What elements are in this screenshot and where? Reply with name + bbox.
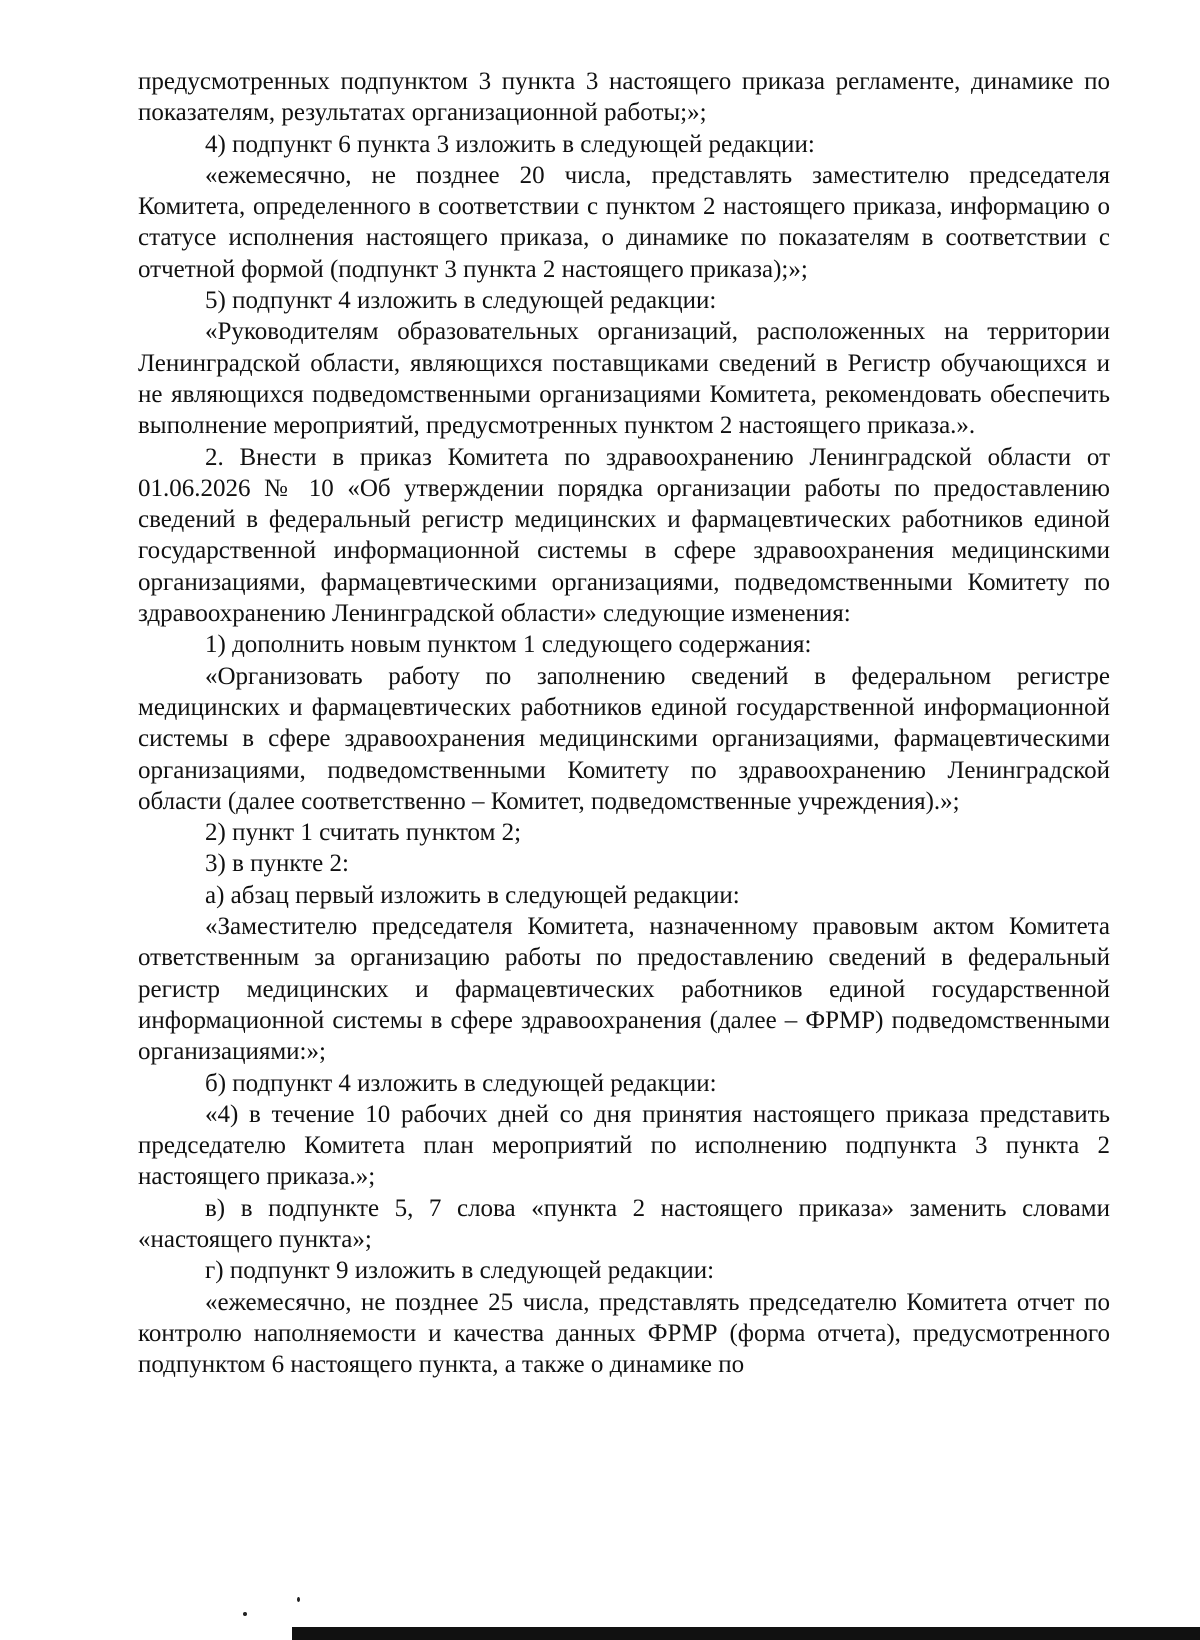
paragraph: 2. Внести в приказ Комитета по здравоохранению Ленинградской области от 01.06.2026 № 10 «Об утверждении порядка организации работы по предоставлению сведений в федеральный регистр медицинских и фармацевтических работников единой государственной информационной системы в сфере здравоохранения медицинскими организациями, фармацевтическими организациями, подведомственными Комитету по здравоохранению Ленинградской области» следующие изменения:	[138, 443, 1110, 628]
paragraph: а) абзац первый изложить в следующей редакции:	[205, 881, 740, 909]
paragraph: г) подпункт 9 изложить в следующей редакции:	[205, 1257, 715, 1285]
paragraph: 1) дополнить новым пунктом 1 следующего содержания:	[205, 631, 812, 659]
paragraph: «4) в течение 10 рабочих дней со дня принятия настоящего приказа представить председателю Комитета план мероприятий по исполнению подпункта 3 пункта 2 настоящего приказа.»;	[138, 1100, 1110, 1191]
paragraph: «Организовать работу по заполнению сведений в федеральном регистре медицинских и фармацевтических работников единой государственной информационной системы в сфере здравоохранения медицинскими организациями, фармацевтическими организациями, подведомственными Комитету по здравоохранению Ленинградской области (далее соответственно – Комитет, подведомственные учреждения).»;	[138, 662, 1110, 815]
paragraph: «Заместителю председателя Комитета, назначенному правовым актом Комитета ответственным за организацию работы по предоставлению сведений в федеральный регистр медицинских и фармацевтических работников единой государственной информационной системы в сфере здравоохранения (далее – ФРМР) подведомственными организациями:»;	[138, 913, 1110, 1066]
paragraph: 5) подпункт 4 изложить в следующей редакции:	[205, 287, 717, 315]
scan-speck	[243, 1612, 247, 1616]
paragraph: 3) в пункте 2:	[205, 850, 349, 878]
document-body	[138, 66, 1110, 1380]
paragraph: 2) пункт 1 считать пунктом 2;	[205, 819, 522, 847]
paragraph: «ежемесячно, не позднее 20 числа, представлять заместителю председателя Комитета, определенного в соответствии с пунктом 2 настоящего приказа, информацию о статусе исполнения настоящего приказа, о динамике по показателям в соответствии с отчетной формой (подпункт 3 пункта 2 настоящего приказа);»;	[138, 161, 1110, 283]
scan-speck	[297, 1597, 300, 1602]
scan-edge-bar	[292, 1627, 1200, 1640]
paragraph: в) в подпункте 5, 7 слова «пункта 2 настоящего приказа» заменить словами «настоящего пункта»;	[138, 1194, 1110, 1253]
paragraph: «Руководителям образовательных организаций, расположенных на территории Ленинградской области, являющихся поставщиками сведений в Регистр обучающихся и не являющихся подведомственными организациями Комитета, рекомендовать обеспечить выполнение мероприятий, предусмотренных пунктом 2 настоящего приказа.».	[138, 318, 1110, 440]
paragraph: «ежемесячно, не позднее 25 числа, представлять председателю Комитета отчет по контролю наполняемости и качества данных ФРМР (форма отчета), предусмотренного подпунктом 6 настоящего пункта, а также о динамике по	[138, 1288, 1110, 1379]
paragraph: предусмотренных подпунктом 3 пункта 3 настоящего приказа регламенте, динамике по показателям, результатах организационной работы;»;	[138, 68, 1110, 127]
paragraph: 4) подпункт 6 пункта 3 изложить в следующей редакции:	[205, 130, 815, 158]
paragraph: б) подпункт 4 изложить в следующей редакции:	[205, 1069, 717, 1097]
